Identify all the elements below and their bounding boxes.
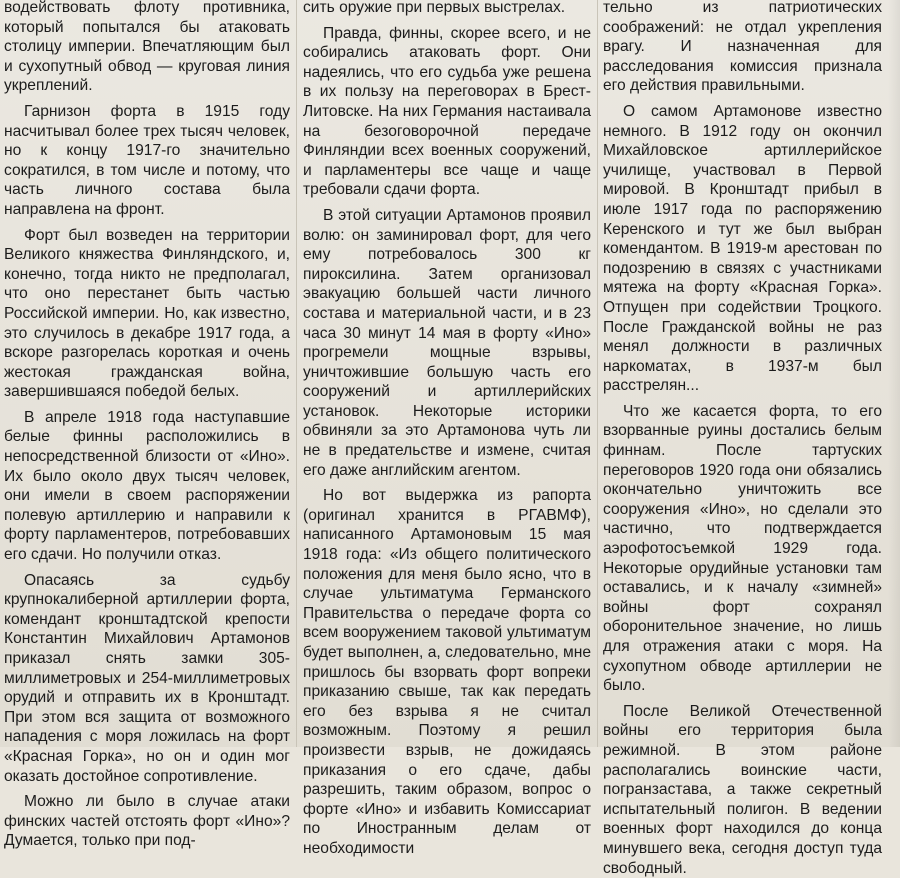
paragraph: О самом Артамонове известно немного. В 1912 году он окончил Михайловское артиллерийское училище, участвовал в Первой мировой. В Кронштадт прибыл в июле 1917 года по распоряжению Керенского и тут же был выбран комендантом. В 1919-м арестован по подозрению в связях с участниками мятежа на форту «Красная Горка». Отпущен при содействии Троцкого. После Гражданской войны не раз менял должности в различных наркоматах, в 1937-м был расстрелян... <box>603 102 882 395</box>
page-edge-shadow <box>888 0 900 747</box>
column-divider <box>296 0 297 747</box>
paragraph: Правда, финны, скорее всего, и не собирались атаковать форт. Они надеялись, что его судьба уже решена в их пользу на переговорах в Брест-Литовске. На них Германия настаивала на безоговорочной передаче Финляндии всех военных сооружений, и парламентеры все чаще и чаще требовали сдачи форта. <box>303 24 591 199</box>
paragraph-continuation: сить оружие при первых выстрелах. <box>303 0 566 16</box>
article-column-2 <box>303 0 591 857</box>
paragraph-continuation: тельно из патриотических соображений: не отдал укрепления врагу. И назначенная для расследования комиссия признала его действия правильными. <box>603 0 882 95</box>
paragraph: В этой ситуации Артамонов проявил волю: он заминировал форт, для чего ему потребовалось 300 кг пироксилина. Затем организовал эвакуацию большей части личного состава и материальной части, и в 23 часа 30 минут 14 мая в форту «Ино» прогремели мощные взрывы, уничтожившие большую часть его сооружений и артиллерийских установок. Некоторые историки обвиняли за это Артамонова чуть ли не в предательстве и измене, считая его даже английским агентом. <box>303 206 591 479</box>
paragraph: Опасаясь за судьбу крупнокалиберной артиллерии форта, комендант кронштадтской крепости Константин Михайлович Артамонов приказал снять замки 305-миллиметровых и 254-миллиметровых орудий и отправить их в Кронштадт. При этом вся защита от возможного нападения с моря ложилась на форт «Красная Горка», но он и один мог оказать достойное сопротивление. <box>4 571 290 785</box>
paragraph: Что же касается форта, то его взорванные руины достались белым финнам. После тартуских переговоров 1920 года они обязались окончательно уничтожить все сооружения «Ино», но сделали это частично, что подтверждается аэрофотосъемкой 1929 года. Некоторые орудийные установки там оставались, и к началу «зимней» войны форт сохранял оборонительное значение, но лишь для отражения атаки с моря. На сухопутном обводе артиллерии не было. <box>603 402 882 695</box>
article-column-3 <box>603 0 882 877</box>
paragraph: Можно ли было в случае атаки финских частей отстоять форт «Ино»? Думается, только при под- <box>4 793 290 850</box>
paragraph: Но вот выдержка из рапорта (оригинал хранится в РГАВМФ), написанного Артамоновым 15 мая 1918 года: «Из общего политического положения для меня было ясно, что в случае ультиматума Германского Правительства о передаче форта со всем вооружением таковой ультиматум будет выполнен, а, следовательно, мне пришлось бы взорвать форт вопреки приказанию свыше, так как передать его без взрыва я не считал возможным. Поэтому я решил произвести взрыв, не дожидаясь приказания о его сдаче, дабы разрешить, таким образом, вопрос о форте «Ино» и избавить Комиссариат по Иностранным делам от необходимости <box>303 487 591 857</box>
paragraph: Гарнизон форта в 1915 году насчитывал более трех тысяч человек, но к концу 1917-го значительно сократился, в том числе и потому, что часть личного состава была направлена на фронт. <box>4 102 290 218</box>
paragraph: После Великой Отечественной войны его территория была режимной. В этом районе располагались воинские части, погранзастава, а также секретный испытательный полигон. В ведении военных форт находился до конца минувшего века, сегодня доступ туда свободный. <box>603 702 882 877</box>
paragraph: Форт был возведен на территории Великого княжества Финляндского, и, конечно, тогда никто не предполагал, что оно перестанет быть частью Российской империи. Но, как известно, это случилось в декабре 1917 года, а вскоре разгорелась короткая и очень жестокая гражданская война, завершившаяся победой белых. <box>4 226 290 401</box>
column-divider <box>597 0 598 747</box>
article-column-1 <box>4 0 290 850</box>
paragraph-continuation: водействовать флоту противника, который попытался бы атаковать столицу империи. Впечатляющим был и сухопутный обвод — круговая линия укреплений. <box>4 0 290 95</box>
paragraph: В апреле 1918 года наступавшие белые финны расположились в непосредственной близости от «Ино». Их было около двух тысяч человек, они имели в своем распоряжении полевую артиллерию и направили к форту парламентеров, потребовавших его сдачи. Но получили отказ. <box>4 408 290 564</box>
